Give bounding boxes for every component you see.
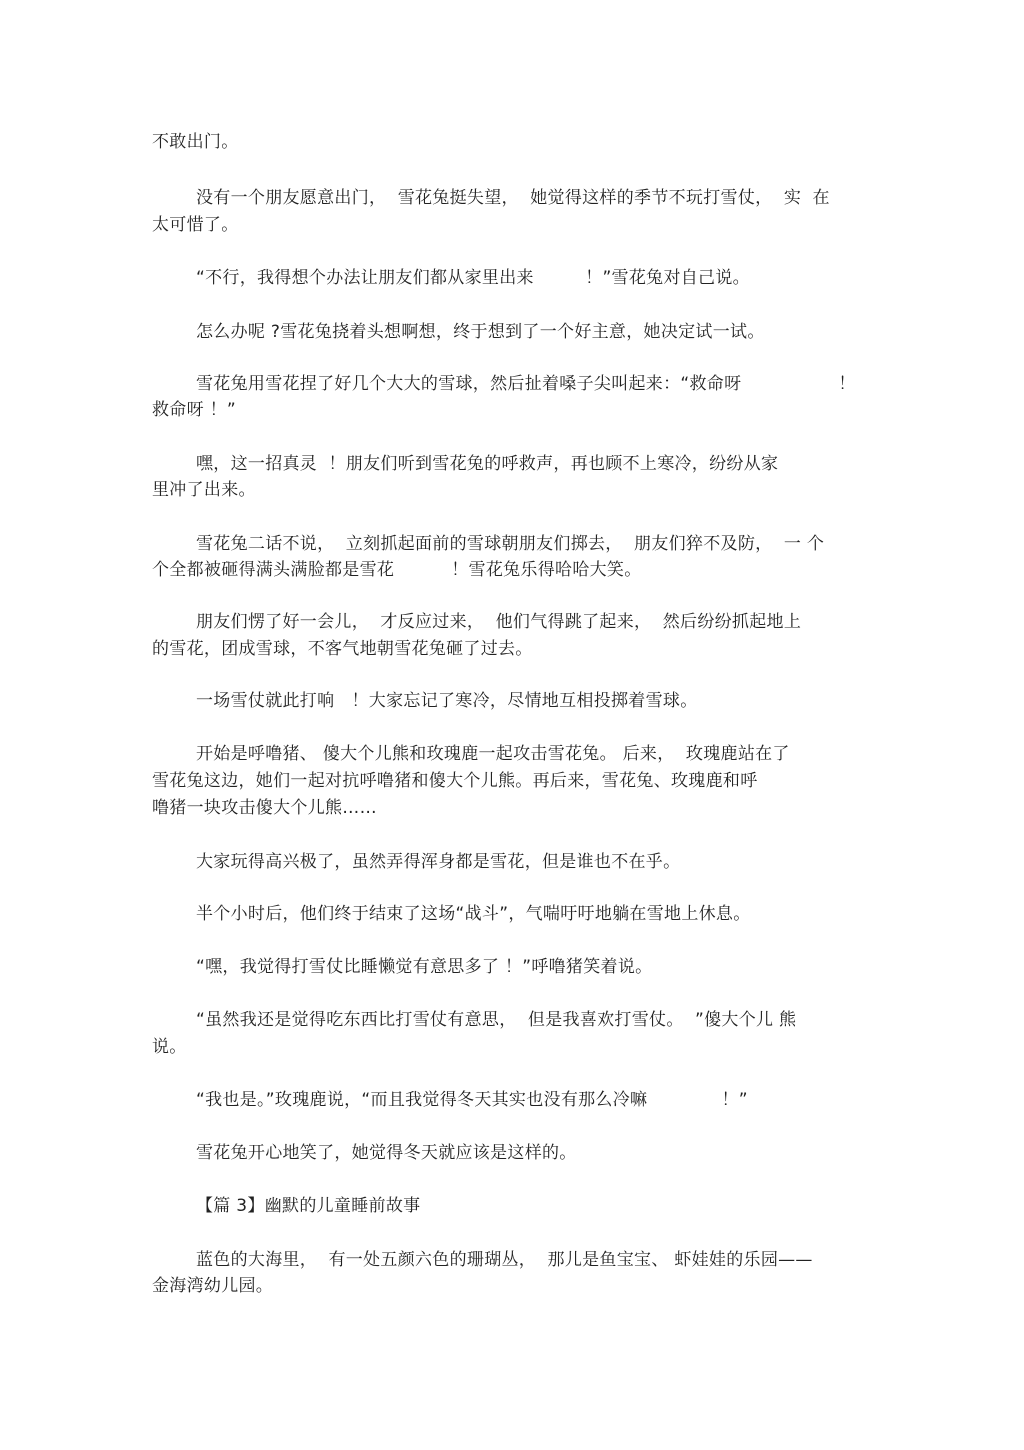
text-line: 噜猪一块攻击傻大个儿熊…… xyxy=(152,798,377,818)
section-heading: 【篇 3】幽默的儿童睡前故事 xyxy=(196,1196,421,1216)
text-line: “虽然我还是觉得吃东西比打雪仗有意思， 但是我喜欢打雪仗。 ”傻大个儿 熊 xyxy=(196,1010,797,1030)
text-line: 大家玩得高兴极了，虽然弄得浑身都是雪花，但是谁也不在乎。 xyxy=(196,852,681,872)
text-line: 个全都被砸得满头满脸都是雪花 ！雪花兔乐得哈哈大笑。 xyxy=(152,560,642,580)
text-line: 嘿，这一招真灵 ！朋友们听到雪花兔的呼救声，再也顾不上寒冷，纷纷从家 xyxy=(196,454,779,474)
text-line: 朋友们愣了好一会儿， 才反应过来， 他们气得跳了起来， 然后纷纷抓起地上 xyxy=(196,612,802,632)
text-line: 太可惜了。 xyxy=(152,215,239,235)
text-line: “嘿，我觉得打雪仗比睡懒觉有意思多了 ！”呼噜猪笑着说。 xyxy=(196,957,653,977)
text-line: 雪花兔二话不说， 立刻抓起面前的雪球朝朋友们掷去， 朋友们猝不及防， 一 个 xyxy=(196,534,825,554)
text-line: 里冲了出来。 xyxy=(152,480,256,500)
text-line: 蓝色的大海里， 有一处五颜六色的珊瑚丛， 那儿是鱼宝宝、 虾娃娃的乐园—— xyxy=(196,1250,813,1270)
text-line: 雪花兔开心地笑了，她觉得冬天就应该是这样的。 xyxy=(196,1143,577,1163)
text-line: 开始是呼噜猪、 傻大个儿熊和玫瑰鹿一起攻击雪花兔。 后来， 玫瑰鹿站在了 xyxy=(196,744,790,764)
text-line: 不敢出门。 xyxy=(152,132,239,152)
text-line: “不行，我得想个办法让朋友们都从家里出来 ！”雪花兔对自己说。 xyxy=(196,268,750,288)
text-line: 半个小时后，他们终于结束了这场“战斗”，气喘吁吁地躺在雪地上休息。 xyxy=(196,904,751,924)
text-line: 雪花兔用雪花捏了好几个大大的雪球，然后扯着嗓子尖叫起来：“救命呀 ！ xyxy=(196,374,856,394)
text-line: 救命呀 ！” xyxy=(152,400,237,420)
text-line: 雪花兔这边，她们一起对抗呼噜猪和傻大个儿熊。再后来，雪花兔、玫瑰鹿和呼 xyxy=(152,771,758,791)
text-line: 一场雪仗就此打响 ！大家忘记了寒冷，尽情地互相投掷着雪球。 xyxy=(196,691,698,711)
text-line: 的雪花，团成雪球，不客气地朝雪花兔砸了过去。 xyxy=(152,639,533,659)
text-line: 金海湾幼儿园。 xyxy=(152,1276,274,1296)
text-line: “我也是。”玫瑰鹿说，“而且我觉得冬天其实也没有那么冷嘛 ！” xyxy=(196,1090,748,1110)
text-line: 怎么办呢 ?雪花兔挠着头想啊想，终于想到了一个好主意，她决定试一试。 xyxy=(196,322,765,342)
text-line: 说。 xyxy=(152,1037,187,1057)
text-line: 没有一个朋友愿意出门， 雪花兔挺失望， 她觉得这样的季节不玩打雪仗， 实 在 xyxy=(196,188,830,208)
